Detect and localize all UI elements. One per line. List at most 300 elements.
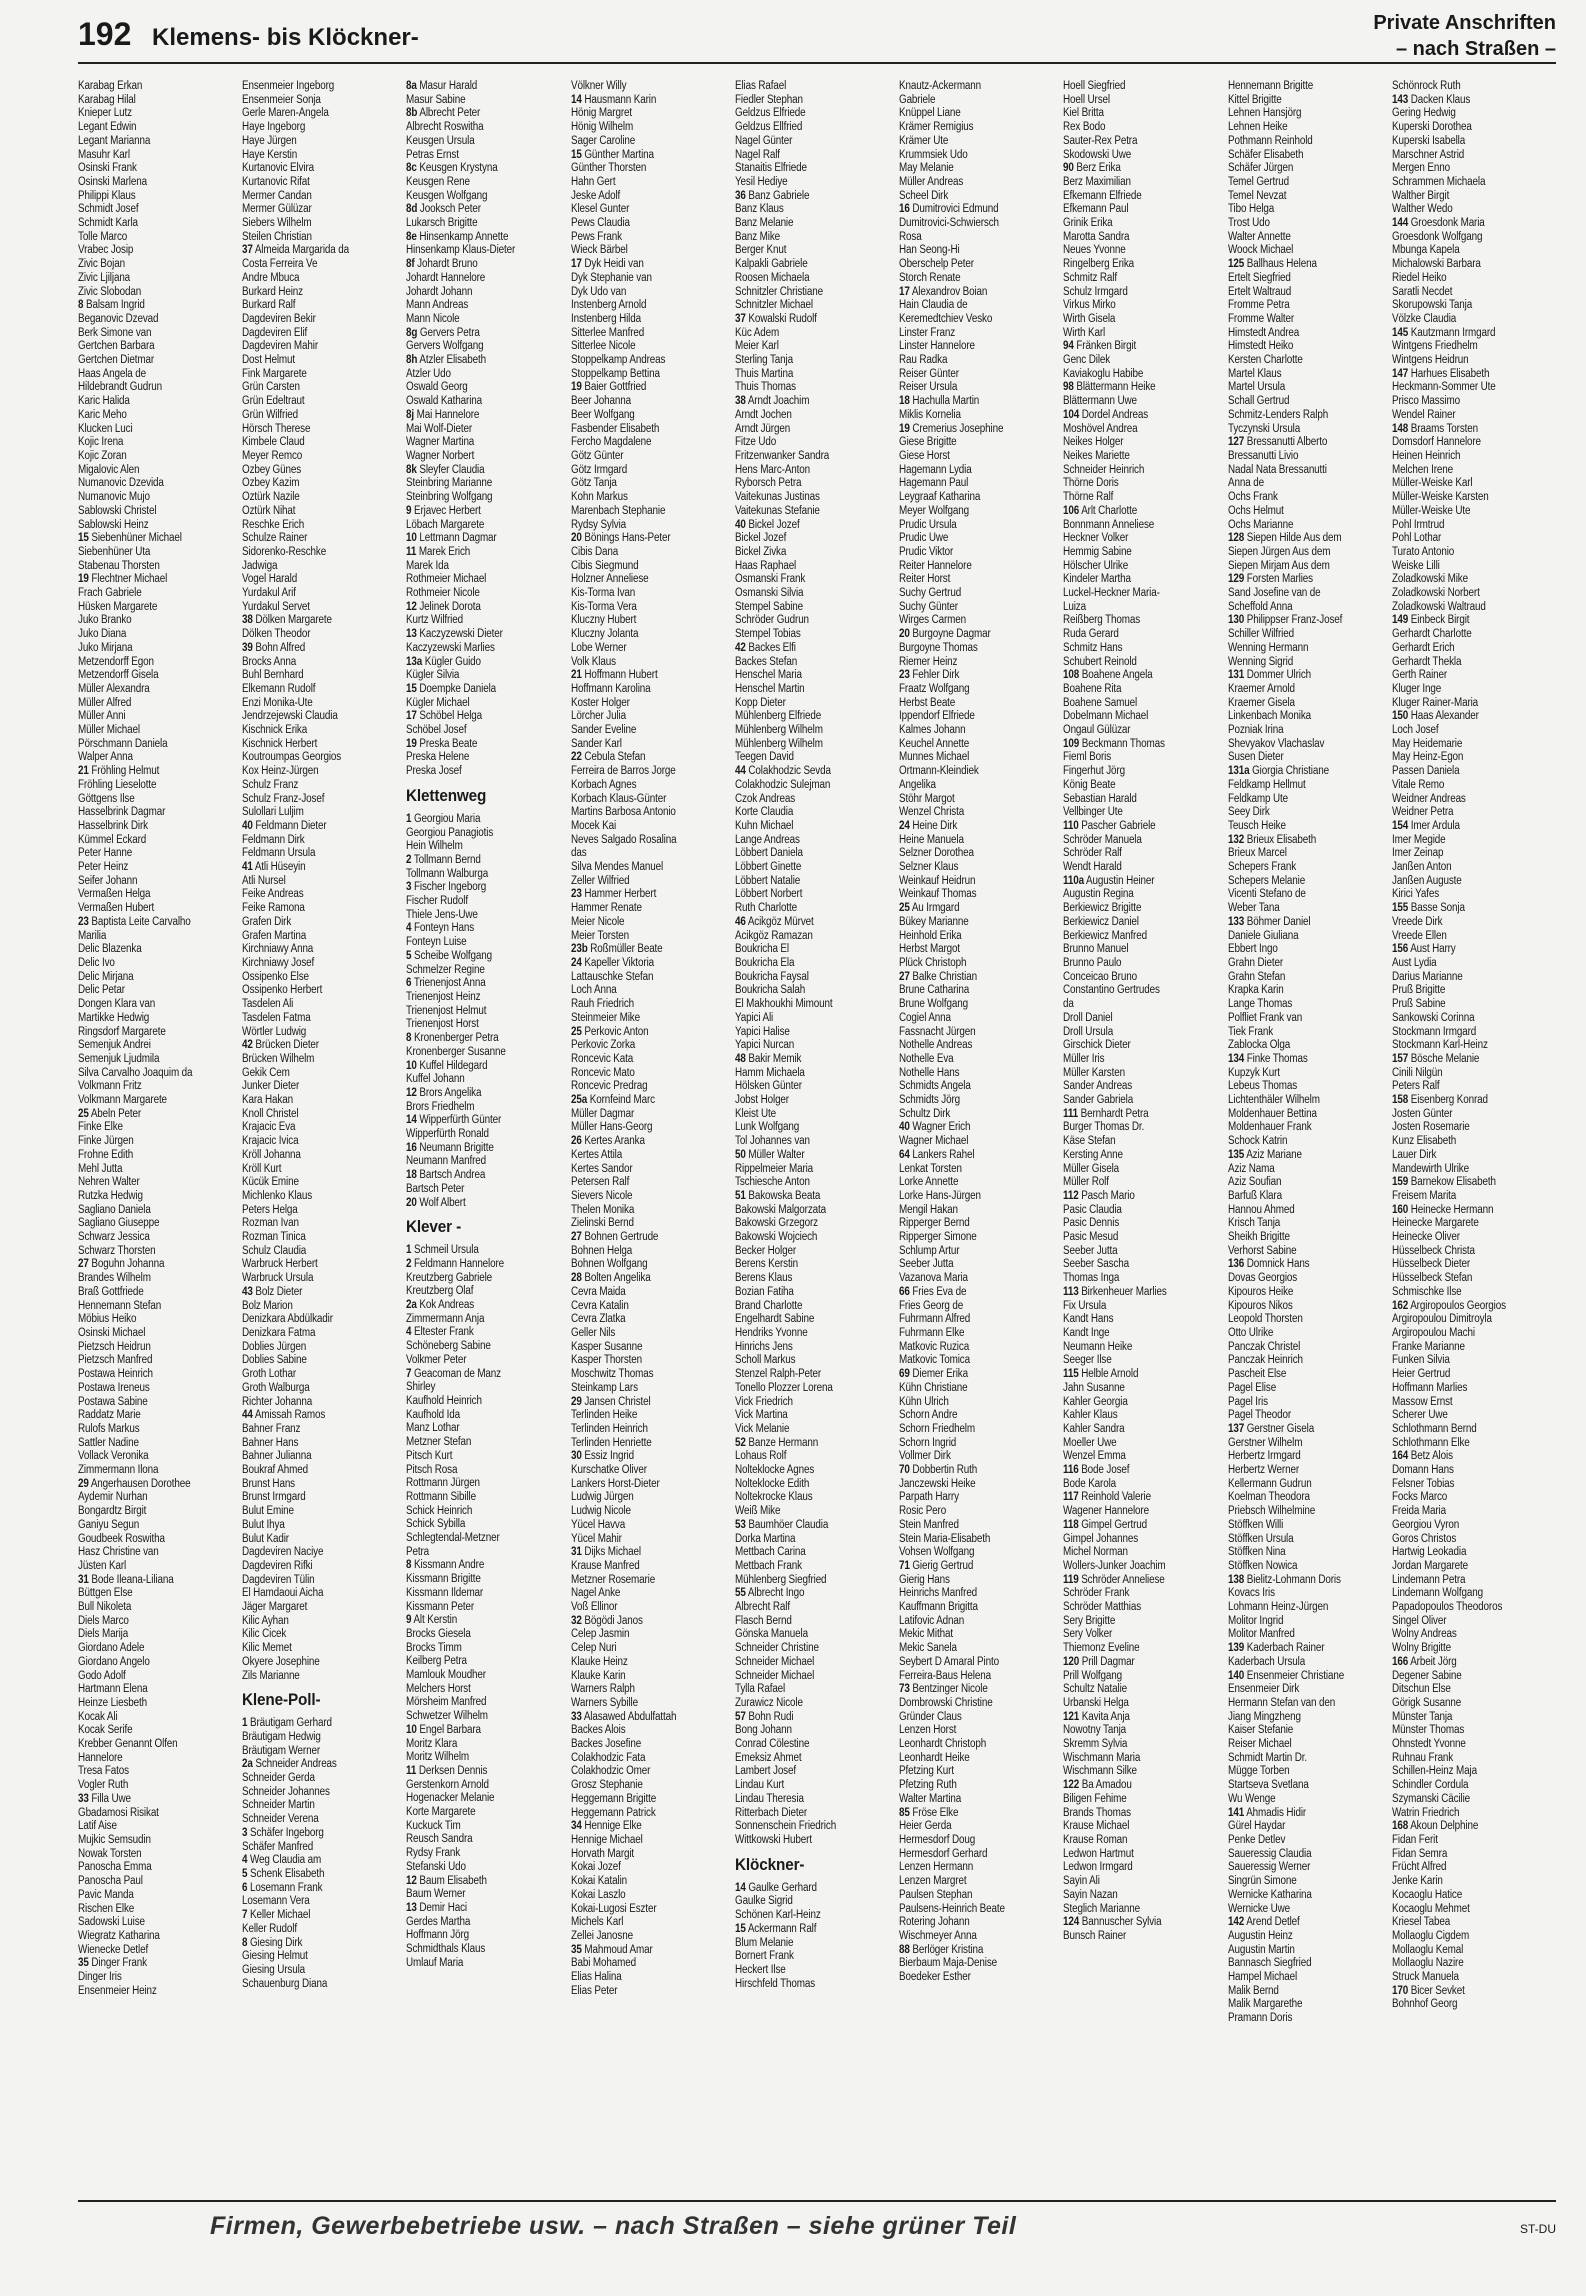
directory-entry: Baum Werner [406, 1888, 466, 1901]
directory-entry: Philippi Klaus [78, 189, 136, 202]
directory-entry: Lorke Hans-Jürgen [899, 1189, 981, 1202]
directory-entry: Hartwig Leokadia [1392, 1546, 1467, 1559]
directory-entry: Weiske Lilli [1392, 559, 1440, 572]
directory-entry: Stöffken Willi [1228, 1518, 1284, 1531]
directory-entry: Scherer Uwe [1392, 1409, 1448, 1422]
directory-entry: Moeller Uwe [1063, 1436, 1117, 1449]
directory-entry: 18 Hachulla Martin [899, 395, 980, 408]
directory-entry: Korbach Klaus-Günter [571, 792, 667, 805]
directory-entry: Semenjuk Ljudmila [78, 1052, 160, 1065]
directory-entry: Rex Bodo [1063, 121, 1106, 134]
directory-entry: Schultz Natalie [1063, 1683, 1128, 1696]
directory-entry: Rauh Friedrich [571, 998, 635, 1011]
page-title: Klemens- bis Klöckner- [152, 24, 419, 51]
directory-entry: Hartmann Elena [78, 1683, 148, 1696]
directory-entry: 40 Wagner Erich [899, 1121, 971, 1134]
directory-entry: Schmidts Jörg [899, 1094, 960, 1107]
directory-entry: Götz Günter [571, 449, 624, 462]
directory-entry: Schmitz-Lenders Ralph [1228, 408, 1329, 421]
directory-entry: 157 Bösche Melanie [1392, 1052, 1480, 1065]
directory-entry: Roncevic Kata [571, 1052, 634, 1065]
directory-entry: Hüsken Margarete [78, 600, 158, 613]
directory-entry: 38 Arndt Joachim [735, 395, 810, 408]
directory-entry: Kalpakli Gabriele [735, 258, 808, 271]
directory-entry: Juko Branko [78, 614, 132, 627]
directory-entry: 17 Alexandrov Boian [899, 285, 988, 298]
directory-entry: 12 Jelinek Dorota [406, 600, 481, 613]
directory-entry: Jordan Margarete [1392, 1559, 1469, 1572]
directory-entry: 18 Bartsch Andrea [406, 1169, 486, 1182]
directory-entry: Molitor Ingrid [1228, 1614, 1284, 1627]
directory-entry: Kocak Ali [78, 1710, 118, 1723]
directory-entry: Brune Wolfgang [899, 998, 968, 1011]
directory-entry: Zurawicz Nicole [735, 1696, 803, 1709]
directory-entry: 30 Essiz Ingrid [571, 1450, 634, 1463]
directory-entry: 128 Siepen Hilde Aus dem [1228, 532, 1342, 545]
directory-entry: Löbbert Ginette [735, 861, 802, 874]
directory-entry: Lorke Annette [899, 1176, 959, 1189]
directory-entry: Stöffken Nina [1228, 1546, 1286, 1559]
directory-entry: Delic Mirjana [78, 970, 134, 983]
directory-entry: Lehnen Hansjörg [1228, 107, 1302, 120]
directory-entry: Fasbender Elisabeth [571, 422, 660, 435]
directory-entry: Terlinden Heike [571, 1409, 638, 1422]
directory-entry: Schöbel Josef [406, 724, 467, 737]
directory-entry: Brands Thomas [1063, 1806, 1131, 1819]
directory-entry: Krapka Karin [1228, 984, 1284, 997]
directory-entry: Schröder Frank [1063, 1587, 1130, 1600]
directory-entry: Schmitz Ralf [1063, 271, 1117, 284]
directory-entry: Krause Michael [1063, 1820, 1130, 1833]
directory-column [735, 80, 889, 2196]
directory-entry: Celep Jasmin [571, 1628, 630, 1641]
directory-entry: 40 Feldmann Dieter [242, 819, 327, 832]
directory-entry: Kilic Ayhan [242, 1614, 289, 1627]
directory-entry: Walter Annette [1228, 230, 1291, 243]
directory-entry: Brunno Manuel [1063, 943, 1129, 956]
directory-entry: Herbertz Werner [1228, 1464, 1299, 1477]
directory-entry: Berger Knut [735, 244, 787, 257]
directory-entry: Schröder Manuela [1063, 833, 1142, 846]
directory-columns [78, 80, 1556, 2196]
directory-entry: Zivic Bojan [78, 258, 125, 271]
directory-entry: Constantino Gertrudes [1063, 984, 1160, 997]
directory-entry: Warners Ralph [571, 1683, 635, 1696]
directory-entry: 125 Ballhaus Helena [1228, 258, 1317, 271]
directory-entry: Heinhold Erika [899, 929, 962, 942]
directory-entry: Neves Salgado Rosalina [571, 833, 677, 846]
directory-entry: Schmelzer Regine [406, 963, 485, 976]
directory-entry: Kuckuck Tim [406, 1819, 461, 1832]
directory-entry: Wirth Karl [1063, 326, 1106, 339]
directory-entry: Hoffmann Marlies [1392, 1381, 1468, 1394]
directory-entry: Gimpel Johannes [1063, 1532, 1139, 1545]
directory-entry: Ditschun Else [1392, 1683, 1451, 1696]
directory-entry: Ringsdorf Margarete [78, 1025, 166, 1038]
directory-entry: Silva Carvalho Joaquim da [78, 1066, 193, 1079]
directory-entry: Malik Bernd [1228, 1984, 1279, 1997]
directory-entry: Rottmann Jürgen [406, 1477, 480, 1490]
directory-entry: Hölsken Günter [735, 1080, 802, 1093]
directory-column [571, 80, 725, 2196]
directory-entry: Wenning Sigrid [1228, 655, 1294, 668]
directory-entry: Nolteklocke Agnes [735, 1464, 815, 1477]
directory-entry: 154 Imer Ardula [1392, 819, 1460, 832]
directory-entry: 129 Forsten Marlies [1228, 573, 1313, 586]
directory-entry: 12 Brors Angelika [406, 1086, 482, 1099]
directory-entry: Riemer Heinz [899, 655, 958, 668]
directory-entry: Woock Michael [1228, 244, 1294, 257]
directory-entry: Ryborsch Petra [735, 477, 802, 490]
directory-entry: Pagel Iris [1228, 1395, 1268, 1408]
directory-entry: Burger Thomas Dr. [1063, 1121, 1145, 1134]
directory-entry: Ludwig Jürgen [571, 1491, 634, 1504]
directory-entry: Noltekrocke Klaus [735, 1491, 813, 1504]
directory-entry: 4 Fonteyn Hans [406, 922, 475, 935]
directory-entry: Zimmermann Anja [406, 1312, 485, 1325]
directory-entry: Preska Helene [406, 751, 470, 764]
directory-entry: Rydsy Frank [406, 1847, 461, 1860]
directory-entry: Hoell Ursel [1063, 93, 1110, 106]
directory-entry: Sievers Nicole [571, 1189, 633, 1202]
directory-entry: Schepers Melanie [1228, 874, 1306, 887]
directory-entry: König Beate [1063, 778, 1116, 791]
directory-entry: 170 Bicer Sevket [1392, 1984, 1465, 1997]
directory-entry: Jiang Mingzheng [1228, 1710, 1301, 1723]
directory-entry: Keusgen Ursula [406, 134, 475, 147]
directory-entry: Neumann Heike [1063, 1340, 1133, 1353]
directory-entry: Vrabec Josip [78, 244, 134, 257]
directory-entry: 13 Demir Haci [406, 1902, 467, 1914]
directory-entry: Ongaul Gülüzar [1063, 724, 1131, 737]
directory-entry: Hasselbrink Dagmar [78, 806, 166, 819]
directory-entry: 19 Flechtner Michael [78, 573, 168, 586]
directory-entry: Roncevic Mato [571, 1066, 635, 1079]
directory-entry: Heier Gerda [899, 1820, 952, 1833]
directory-entry: Dinger Iris [78, 1971, 122, 1984]
directory-entry: Schneider Verena [242, 1813, 319, 1826]
directory-entry: 94 Fränken Birgit [1063, 340, 1137, 353]
directory-entry: Kiel Britta [1063, 107, 1104, 120]
directory-entry: Lohaus Rolf [735, 1450, 787, 1463]
directory-entry: Nothelle Hans [899, 1066, 960, 1079]
directory-entry: Brunst Hans [242, 1477, 296, 1490]
directory-entry: Hennemann Brigitte [1228, 80, 1314, 92]
directory-entry: Bornert Frank [735, 1950, 794, 1963]
directory-entry: Janßen Auguste [1392, 874, 1462, 887]
directory-entry: Jenke Karin [1392, 1875, 1443, 1888]
directory-entry: Dagdeviren Mahir [242, 340, 319, 353]
directory-entry: Struck Manuela [1392, 1971, 1459, 1984]
directory-entry: Hagemann Lydia [899, 463, 972, 476]
directory-entry: Korbach Agnes [571, 778, 637, 791]
directory-entry: Degener Sabine [1392, 1669, 1462, 1682]
directory-entry: 53 Baumhöer Claudia [735, 1518, 829, 1531]
directory-entry: Kox Heinz-Jürgen [242, 765, 319, 778]
directory-entry: Feldkamp Ute [1228, 792, 1289, 805]
directory-entry: Meier Nicole [571, 915, 625, 928]
directory-entry: 9 Alt Kerstin [406, 1614, 458, 1627]
directory-entry: Kohn Markus [571, 491, 628, 504]
directory-entry: Keusgen Wolfgang [406, 189, 488, 202]
directory-entry: Lörcher Julia [571, 710, 626, 723]
directory-entry: Gerdes Martha [406, 1915, 471, 1928]
directory-entry: Thuis Thomas [735, 381, 796, 394]
directory-entry: Peter Heinz [78, 861, 129, 874]
directory-entry: Tresa Fatos [78, 1765, 129, 1778]
directory-entry: Osinski Marlena [78, 175, 147, 188]
directory-entry: Melchen Irene [1392, 463, 1454, 476]
directory-entry: Reiser Michael [1228, 1738, 1292, 1751]
directory-entry: Brücken Wilhelm [242, 1052, 315, 1065]
directory-entry: Rosa [899, 230, 922, 243]
directory-entry: 133 Böhmer Daniel [1228, 915, 1311, 928]
directory-entry: Scholl Markus [735, 1354, 796, 1367]
directory-entry: Keuchel Annette [899, 737, 970, 750]
directory-entry: Aydemir Nurhan [78, 1491, 148, 1504]
directory-entry: Kojic Zoran [78, 449, 127, 462]
directory-entry: Dagdeviren Elif [242, 326, 308, 339]
directory-entry: Fries Georg de [899, 1299, 964, 1312]
directory-entry: Silva Mendes Manuel [571, 861, 664, 874]
directory-entry: Münster Tanja [1392, 1710, 1453, 1723]
directory-entry: Sulollari Luljim [242, 806, 304, 819]
directory-entry: 46 Acikgöz Mürvet [735, 915, 814, 928]
directory-entry: Kocaoglu Mehmet [1392, 1902, 1470, 1915]
directory-entry: Kokai-Lugosi Eszter [571, 1902, 657, 1915]
directory-entry: Dyk Stephanie van [571, 271, 652, 284]
directory-entry: Hölscher Ulrike [1063, 559, 1129, 572]
directory-entry: 116 Bode Josef [1063, 1464, 1130, 1477]
directory-entry: Saueressig Werner [1228, 1861, 1311, 1874]
directory-entry: Kaufhold Ida [406, 1408, 460, 1421]
directory-column [242, 80, 396, 2196]
directory-entry: das [571, 847, 587, 860]
directory-entry: Han Seong-Hi [899, 244, 960, 257]
directory-entry: Grosz Stephanie [571, 1779, 643, 1792]
directory-entry: Pews Frank [571, 230, 622, 243]
directory-entry: Volkmann Fritz [78, 1080, 142, 1093]
directory-entry: 20 Burgoyne Dagmar [899, 628, 991, 641]
directory-entry: Hoffmann Jörg [406, 1929, 470, 1942]
directory-entry: Bierbaum Maja-Denise [899, 1957, 998, 1970]
directory-entry: Mermer Candan [242, 189, 312, 202]
directory-entry: Storch Renate [899, 271, 961, 284]
directory-entry: Rischen Elke [78, 1902, 135, 1915]
directory-entry: Rutzka Hedwig [78, 1189, 143, 1202]
directory-entry: Fassnacht Jürgen [899, 1025, 976, 1038]
directory-entry: Schneider Gerda [242, 1772, 315, 1785]
directory-entry: Volkmann Margarete [78, 1094, 167, 1107]
directory-entry: 7 Keller Michael [242, 1909, 311, 1922]
directory-entry: 134 Finke Thomas [1228, 1052, 1308, 1065]
directory-entry: Dumitrovici-Schwiersch [899, 217, 999, 230]
directory-entry: 147 Harhues Elisabeth [1392, 367, 1490, 380]
directory-entry: Michlenko Klaus [242, 1189, 313, 1202]
directory-entry: Kirchniawy Anna [242, 943, 314, 956]
directory-entry: Banz Mike [735, 230, 781, 243]
directory-entry: Müller-Weiske Karsten [1392, 491, 1489, 504]
directory-entry: Beganovic Dzevad [78, 312, 159, 325]
directory-entry: Dölken Theodor [242, 628, 311, 641]
directory-entry: 48 Bakir Memik [735, 1052, 802, 1065]
directory-entry: Doblies Sabine [242, 1354, 307, 1367]
directory-entry: Teegen David [735, 751, 794, 764]
directory-entry: Wirges Carmen [899, 614, 967, 627]
directory-entry: Postawa Ireneus [78, 1381, 150, 1394]
directory-entry: Schäfer Jürgen [1228, 162, 1294, 175]
directory-entry: Jüsten Karl [78, 1559, 127, 1572]
directory-entry: Perkovic Zorka [571, 1039, 636, 1052]
directory-entry: Dorka Martina [735, 1532, 796, 1545]
directory-entry: 8d Jooksch Peter [406, 203, 481, 216]
directory-entry: Giesing Helmut [242, 1950, 308, 1963]
directory-entry: Ochs Frank [1228, 491, 1278, 504]
directory-entry: Yurdakul Arif [242, 587, 296, 600]
directory-entry: Lindemann Wolfgang [1392, 1587, 1483, 1600]
directory-entry: 145 Kautzmann Irmgard [1392, 326, 1496, 339]
directory-entry: Sagliano Daniela [78, 1203, 151, 1216]
directory-entry: 71 Gierig Gertrud [899, 1559, 974, 1572]
directory-entry: Dovas Georgios [1228, 1272, 1298, 1285]
directory-entry: Ertelt Siegfried [1228, 271, 1291, 284]
directory-entry: Bunsch Rainer [1063, 1929, 1127, 1942]
directory-entry: Heier Gertrud [1392, 1368, 1451, 1381]
directory-entry: 16 Neumann Brigitte [406, 1141, 494, 1154]
directory-entry: Buhl Bernhard [242, 669, 304, 682]
directory-entry: 108 Boahene Angela [1063, 669, 1153, 682]
directory-entry: Metzner Stefan [406, 1436, 472, 1449]
directory-entry: Meier Karl [735, 340, 779, 353]
directory-entry: Heine Manuela [899, 833, 964, 846]
directory-entry: Trost Udo [1228, 217, 1270, 230]
directory-entry: Mandewirth Ulrike [1392, 1162, 1469, 1175]
directory-entry: Kimbele Claud [242, 436, 305, 449]
directory-entry: Schlothmann Elke [1392, 1436, 1470, 1449]
directory-entry: 155 Basse Sonja [1392, 902, 1465, 915]
directory-entry: 138 Bielitz-Lohmann Doris [1228, 1573, 1341, 1586]
directory-entry: 4 Weg Claudia am [242, 1854, 322, 1867]
directory-entry: 3 Fischer Ingeborg [406, 881, 487, 894]
directory-entry: Ortmann-Kleindiek [899, 765, 979, 778]
directory-entry: Schwetzer Wilhelm [406, 1710, 488, 1723]
directory-entry: Hüsselbeck Stefan [1392, 1272, 1473, 1285]
directory-entry: Hüsselbeck Dieter [1392, 1258, 1471, 1271]
directory-entry: Ensenmeier Sonja [242, 93, 321, 106]
directory-entry: Vohsen Wolfgang [899, 1546, 975, 1559]
directory-entry: 11 Marek Erich [406, 545, 471, 558]
directory-entry: 21 Fröhling Helmut [78, 765, 160, 778]
directory-entry: 144 Groesdonk Maria [1392, 217, 1485, 230]
directory-entry: Bohnhof Georg [1392, 1998, 1458, 2011]
directory-entry: 35 Dinger Frank [78, 1957, 147, 1970]
directory-entry: Karabag Hilal [78, 93, 136, 106]
directory-entry: Mügge Torben [1228, 1765, 1290, 1778]
directory-entry: Kügler Michael [406, 696, 470, 709]
directory-entry: Brandes Wilhelm [78, 1272, 151, 1285]
directory-entry: Jendrzejewski Claudia [242, 710, 338, 723]
directory-entry: Jeske Adolf [571, 189, 621, 202]
directory-entry: Hasselbrink Dirk [78, 819, 148, 832]
directory-entry: Papadopoulos Theodoros [1392, 1601, 1503, 1614]
directory-entry: Zoladkowski Norbert [1392, 587, 1480, 600]
directory-entry: Oswald Katharina [406, 395, 483, 408]
directory-entry: Schulz Franz-Josef [242, 792, 325, 805]
directory-entry: Sander Andreas [1063, 1080, 1133, 1093]
directory-entry: Paulsens-Heinrich Beate [899, 1902, 1005, 1915]
directory-entry: Cevra Maida [571, 1285, 626, 1298]
directory-entry: 10 Engel Barbara [406, 1723, 481, 1736]
directory-entry: Petras Ernst [406, 148, 459, 161]
directory-entry: Backes Alois [571, 1724, 626, 1737]
directory-entry: Koelman Theodora [1228, 1491, 1310, 1504]
directory-entry: Henschel Maria [735, 669, 802, 682]
directory-entry: Pohl Lothar [1392, 532, 1442, 545]
directory-entry: Postawa Heinrich [78, 1368, 153, 1381]
directory-entry: Tyczynski Ursula [1228, 422, 1301, 435]
directory-entry: Lambert Josef [735, 1765, 796, 1778]
directory-entry: Klauke Karin [571, 1669, 626, 1682]
directory-entry: Massow Ernst [1392, 1395, 1453, 1408]
directory-entry: Berens Kerstin [735, 1258, 799, 1271]
directory-entry: Schmischke Ilse [1392, 1285, 1462, 1298]
directory-entry: Göttgens Ilse [78, 792, 135, 805]
directory-entry: 15 Doempke Daniela [406, 682, 497, 695]
directory-entry: Bulut Kadir [242, 1532, 289, 1545]
directory-entry: Kertes Attila [571, 1148, 623, 1161]
directory-entry: Meyer Remco [242, 449, 303, 462]
directory-entry: Hendriks Yvonne [735, 1326, 808, 1339]
directory-entry: Grahn Stefan [1228, 970, 1286, 983]
directory-entry: Wolny Brigitte [1392, 1642, 1452, 1655]
directory-entry: 40 Bickel Jozef [735, 518, 800, 531]
directory-entry: Dombrowski Christine [899, 1696, 993, 1709]
directory-entry: Lunk Wolfgang [735, 1121, 800, 1134]
directory-entry: Kojic Irena [78, 436, 124, 449]
directory-entry: Vollmer Dirk [899, 1450, 951, 1463]
directory-entry: Heggemann Brigitte [571, 1792, 657, 1805]
directory-entry: Marenbach Stephanie [571, 504, 666, 517]
directory-entry: Delic Blazenka [78, 943, 142, 956]
directory-entry: Leopold Thorsten [1228, 1313, 1303, 1326]
directory-entry: Temel Nevzat [1228, 189, 1287, 202]
directory-entry: Sand Josefine van de [1228, 587, 1321, 600]
directory-entry: Seybert D Amaral Pinto [899, 1655, 999, 1668]
directory-entry: Wipperfürth Ronald [406, 1128, 489, 1141]
directory-entry: Kovacs Iris [1228, 1587, 1275, 1600]
directory-entry: Bräutigam Hedwig [242, 1730, 321, 1743]
directory-entry: Acikgöz Ramazan [735, 929, 813, 942]
directory-entry: Schäfer Elisabeth [1228, 148, 1304, 161]
directory-entry: Schröder Ralf [1063, 847, 1122, 860]
directory-entry: Wernicke Uwe [1228, 1902, 1291, 1915]
directory-entry: Stanaitis Elfriede [735, 162, 807, 175]
directory-entry: Hens Marc-Anton [735, 463, 811, 476]
directory-entry: Lange Thomas [1228, 998, 1293, 1011]
directory-entry: Brors Friedhelm [406, 1100, 475, 1113]
directory-entry: Tollmann Walburga [406, 867, 489, 880]
directory-entry: Thörne Doris [1063, 477, 1119, 490]
directory-entry: Suchy Günter [899, 600, 958, 613]
directory-entry: 142 Arend Detlef [1228, 1916, 1300, 1929]
directory-entry: 50 Müller Walter [735, 1148, 805, 1161]
directory-entry: Schindler Cordula [1392, 1779, 1469, 1792]
directory-entry: Wagener Hannelore [1063, 1505, 1149, 1518]
directory-entry: 121 Kavita Anja [1063, 1710, 1130, 1723]
directory-entry: Klauke Heinz [571, 1655, 628, 1668]
directory-entry: Elias Rafael [735, 80, 787, 92]
directory-entry: Argiropoulou Machi [1392, 1326, 1475, 1339]
